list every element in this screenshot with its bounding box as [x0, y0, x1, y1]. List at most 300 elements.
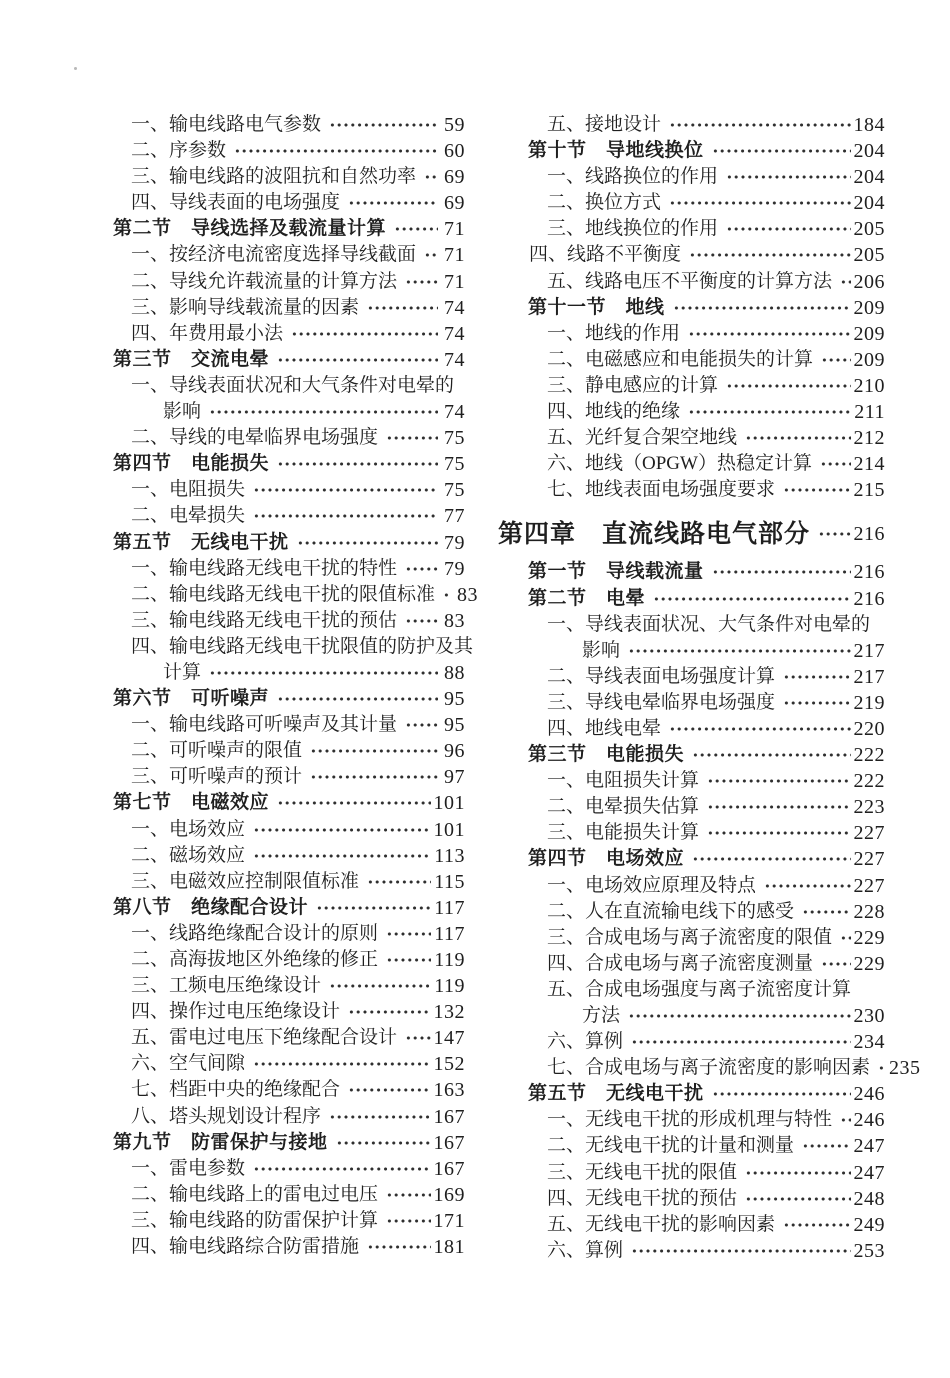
toc-entry-text: 二、序参数 — [131, 140, 227, 162]
dotted-leader — [253, 503, 438, 529]
dotted-leader — [712, 1081, 851, 1107]
dotted-leader — [821, 347, 850, 373]
toc-section-title: 第十节 导地线换位 — [528, 140, 704, 162]
toc-chapter-title: 第四章 直流线路电气部分 — [498, 520, 811, 549]
dotted-leader — [712, 138, 851, 164]
toc-entry-text: 四、无线电干扰的预估 — [547, 1187, 738, 1209]
toc-item-row — [498, 768, 885, 794]
dotted-leader — [424, 242, 438, 268]
dotted-leader — [669, 190, 850, 216]
dotted-leader — [348, 999, 430, 1025]
page-number: 229 — [853, 952, 885, 975]
toc-item-row — [113, 999, 465, 1025]
page-number: 77 — [444, 505, 465, 528]
toc-item-row — [113, 373, 465, 399]
toc-entry-text: 四、年费用最小法 — [131, 322, 284, 344]
toc-item-row — [113, 112, 465, 138]
dotted-leader — [253, 843, 431, 869]
page-number: 205 — [853, 218, 885, 241]
page-number: 205 — [853, 244, 885, 267]
toc-section-title: 第十一节 地线 — [528, 296, 665, 318]
page-number: 74 — [444, 322, 465, 345]
toc-entry-text: 四、导线表面的电场强度 — [131, 192, 341, 214]
page-number: 228 — [853, 900, 885, 923]
page-number: 230 — [853, 1005, 885, 1027]
toc-entry-text: 三、工频电压绝缘设计 — [131, 975, 322, 997]
dotted-leader — [631, 1238, 850, 1264]
toc-section-title: 第五节 无线电干扰 — [113, 531, 289, 553]
toc-entry-text: 二、无线电干扰的计量和测量 — [547, 1135, 795, 1157]
toc-entry-text: 五、合成电场强度与离子流密度计算 — [547, 978, 852, 1000]
page-number: 204 — [853, 166, 885, 189]
toc-section-row — [113, 895, 465, 921]
dotted-leader — [689, 242, 850, 268]
toc-section-row — [113, 790, 465, 816]
page-number: 209 — [853, 322, 885, 345]
toc-entry-text: 五、光纤复合架空地线 — [547, 427, 738, 449]
toc-entry-text: 二、电磁感应和电能损失的计算 — [547, 348, 814, 370]
toc-item-row — [498, 1186, 885, 1212]
toc-item-row — [113, 947, 465, 973]
page-number: 163 — [433, 1079, 465, 1102]
toc-entry-text: 计算 — [163, 661, 202, 683]
dotted-leader — [277, 347, 438, 373]
dotted-leader — [277, 451, 438, 477]
dotted-leader — [405, 556, 438, 582]
page-number: 71 — [444, 244, 465, 267]
toc-item-row — [498, 664, 885, 690]
toc-right-column — [498, 112, 921, 1264]
page-number: 227 — [853, 822, 885, 845]
page-number: 227 — [853, 874, 885, 897]
toc-item-row — [113, 1234, 465, 1260]
toc-entry-text: 三、地线换位的作用 — [547, 218, 719, 240]
dotted-leader — [783, 664, 850, 690]
toc-item-row — [498, 899, 885, 925]
page-number: 60 — [444, 140, 465, 163]
toc-item-row — [498, 269, 885, 295]
toc-section-title: 第二节 导线选择及载流量计算 — [113, 218, 387, 240]
page-number: 247 — [853, 1135, 885, 1158]
dotted-leader — [253, 817, 430, 843]
toc-section-title: 第一节 导线载流量 — [528, 561, 704, 583]
dotted-leader — [386, 1208, 430, 1234]
toc-entry-text: 三、输电线路的防雷保护计算 — [131, 1209, 379, 1231]
toc-item-row — [113, 477, 465, 503]
toc-item-row — [498, 451, 885, 477]
dotted-leader — [386, 921, 431, 947]
toc-item-row — [498, 716, 885, 742]
toc-item-row — [498, 1029, 885, 1055]
page-number: 95 — [444, 714, 465, 737]
page-number: 96 — [444, 740, 465, 763]
toc-item-row — [113, 1104, 465, 1130]
toc-item-row — [498, 216, 885, 242]
dotted-leader — [386, 947, 431, 973]
toc-entry-text: 三、电磁效应控制限值标准 — [131, 870, 360, 892]
dotted-leader — [209, 660, 438, 686]
page-number: 222 — [853, 770, 885, 793]
toc-item-row — [113, 295, 465, 321]
page-number: 212 — [853, 427, 885, 450]
toc-item-row — [498, 873, 885, 899]
dotted-leader — [840, 1107, 850, 1133]
toc-item-row — [113, 738, 465, 764]
dotted-leader — [712, 559, 851, 585]
toc-entry-text: 四、线路不平衡度 — [529, 244, 682, 266]
toc-section-row — [113, 1130, 465, 1156]
page-number: 79 — [444, 531, 465, 554]
page-number: 210 — [853, 374, 885, 397]
toc-item-row — [498, 612, 885, 638]
dotted-leader — [840, 269, 850, 295]
toc-section-title: 第八节 绝缘配合设计 — [113, 896, 309, 918]
dotted-leader — [329, 112, 438, 138]
dotted-leader — [673, 295, 851, 321]
dotted-leader — [277, 790, 430, 816]
toc-entry-text: 一、地线的作用 — [547, 322, 681, 344]
toc-item-row — [498, 925, 885, 951]
toc-entry-text: 四、输电线路无线电干扰限值的防护及其 — [131, 635, 474, 657]
page-number: 206 — [853, 270, 885, 293]
dotted-leader — [329, 973, 431, 999]
page-number: 75 — [444, 427, 465, 450]
toc-entry-text: 二、电晕损失 — [131, 505, 246, 527]
toc-entry-text: 四、地线的绝缘 — [547, 401, 681, 423]
dotted-leader — [802, 1133, 850, 1159]
toc-section-title: 第二节 电晕 — [528, 587, 646, 609]
toc-entry-text: 六、地线（OPGW）热稳定计算 — [547, 453, 812, 475]
toc-entry-text: 三、输电线路无线电干扰的预估 — [131, 609, 398, 631]
toc-entry-text: 三、输电线路的波阻抗和自然功率 — [131, 166, 417, 188]
toc-section-row — [498, 742, 885, 768]
toc-item-row — [113, 242, 465, 268]
page-number: 217 — [853, 665, 885, 688]
toc-section-row — [498, 586, 885, 612]
dotted-leader — [336, 1130, 431, 1156]
page-number: 229 — [853, 926, 885, 949]
page-number: 83 — [457, 583, 479, 606]
page-number: 83 — [444, 609, 465, 632]
toc-item-row — [113, 164, 465, 190]
toc-item-row — [113, 817, 465, 843]
dotted-leader — [688, 321, 850, 347]
toc-item-row — [113, 425, 465, 451]
page-number: 211 — [854, 401, 885, 424]
toc-section-row — [498, 846, 885, 872]
toc-item-row — [113, 921, 465, 947]
page-number: 71 — [444, 218, 465, 241]
dotted-leader — [310, 764, 438, 790]
page-number: 79 — [444, 557, 465, 580]
page-number: 247 — [853, 1161, 885, 1184]
toc-entry-text: 五、雷电过电压下绝缘配合设计 — [131, 1027, 398, 1049]
toc-item-row — [498, 373, 885, 399]
page-number: 219 — [853, 691, 885, 714]
page-number: 217 — [853, 639, 885, 662]
page-number: 214 — [853, 453, 885, 476]
toc-entry-text: 三、无线电干扰的限值 — [547, 1161, 738, 1183]
page-number: 184 — [853, 114, 885, 136]
toc-item-row — [498, 242, 885, 268]
toc-entry-text: 二、可听噪声的限值 — [131, 740, 303, 762]
dotted-leader — [316, 895, 431, 921]
toc-item-row — [113, 843, 465, 869]
toc-entry-text: 一、电阻损失 — [131, 479, 246, 501]
toc-entry-text: 一、导线表面状况和大气条件对电晕的 — [131, 374, 455, 396]
toc-item-row — [113, 190, 465, 216]
toc-entry-text: 八、塔头规划设计程序 — [131, 1105, 322, 1127]
toc-chapter-row — [498, 517, 885, 551]
dotted-leader — [707, 768, 850, 794]
toc-entry-text: 四、合成电场与离子流密度测量 — [547, 952, 814, 974]
toc-item-row — [498, 190, 885, 216]
dotted-leader — [367, 295, 438, 321]
toc-entry-text: 三、导线电晕临界电场强度 — [547, 691, 776, 713]
page-number: 248 — [853, 1187, 885, 1210]
toc-item-row — [113, 321, 465, 347]
dotted-leader — [745, 1160, 850, 1186]
page-number: 101 — [433, 792, 465, 815]
toc-entry-text: 七、合成电场与离子流密度的影响因素 — [547, 1057, 871, 1079]
toc-item-row — [498, 794, 885, 820]
page-number: 167 — [433, 1157, 465, 1180]
page-number: 246 — [853, 1109, 885, 1132]
toc-section-title: 第三节 电能损失 — [528, 744, 685, 766]
toc-item-row — [113, 764, 465, 790]
toc-item-row — [498, 399, 885, 425]
toc-item-row — [113, 582, 479, 608]
page-number: 220 — [853, 717, 885, 740]
toc-entry-text: 一、线路换位的作用 — [547, 166, 719, 188]
toc-entry-text: 一、电阻损失计算 — [547, 770, 700, 792]
toc-entry-text: 一、输电线路可听噪声及其计量 — [131, 714, 398, 736]
dotted-leader — [653, 586, 850, 612]
page-number: 215 — [853, 479, 885, 502]
dotted-leader — [669, 716, 850, 742]
page-number: 152 — [433, 1053, 465, 1076]
toc-section-row — [113, 347, 465, 373]
toc-left-column — [113, 112, 479, 1260]
toc-entry-text: 一、电场效应 — [131, 818, 246, 840]
dotted-leader — [348, 1077, 430, 1103]
toc-entry-text: 五、无线电干扰的影响因素 — [547, 1213, 776, 1235]
page-number: 71 — [444, 270, 465, 293]
dotted-leader — [329, 1104, 430, 1130]
dotted-leader — [310, 738, 438, 764]
page-number: 88 — [444, 661, 465, 684]
toc-entry-text: 一、按经济电流密度选择导线截面 — [131, 244, 417, 266]
toc-item-row — [498, 1160, 885, 1186]
dotted-leader — [394, 216, 438, 242]
toc-entry-text: 七、地线表面电场强度要求 — [547, 479, 776, 501]
page-number: 95 — [444, 688, 465, 711]
dotted-leader — [443, 582, 451, 608]
dotted-leader — [367, 869, 431, 895]
page-number: 74 — [444, 296, 465, 319]
page-number: 74 — [444, 348, 465, 371]
toc-section-row — [113, 686, 465, 712]
toc-item-row — [498, 1055, 921, 1081]
page-number: 204 — [853, 140, 885, 163]
dotted-leader — [802, 899, 850, 925]
page-number: 253 — [853, 1239, 885, 1262]
toc-entry-text: 二、导线表面电场强度计算 — [547, 665, 776, 687]
toc-entry-text: 三、影响导线载流量的因素 — [131, 296, 360, 318]
toc-entry-text: 一、线路绝缘配合设计的原则 — [131, 922, 379, 944]
toc-section-title: 第三节 交流电晕 — [113, 348, 270, 370]
dotted-leader — [628, 1003, 850, 1029]
toc-item-row — [113, 1208, 465, 1234]
page-number: 167 — [433, 1131, 465, 1154]
dotted-leader — [726, 164, 850, 190]
page-number: 227 — [853, 848, 885, 871]
dotted-leader — [367, 1234, 430, 1260]
page-number: 235 — [889, 1057, 921, 1080]
page-number: 167 — [433, 1105, 465, 1128]
toc-item-row — [113, 503, 465, 529]
dotted-leader — [348, 190, 438, 216]
dotted-leader — [253, 1156, 430, 1182]
toc-entry-text: 一、电场效应原理及特点 — [547, 874, 757, 896]
dotted-leader — [424, 164, 438, 190]
toc-entry-text: 一、输电线路无线电干扰的特性 — [131, 557, 398, 579]
toc-section-row — [113, 451, 465, 477]
toc-continuation-row — [113, 660, 465, 686]
page-number: 119 — [434, 975, 465, 998]
toc-item-row — [113, 1156, 465, 1182]
page-number: 101 — [433, 818, 465, 841]
page-number: 117 — [434, 896, 465, 919]
toc-entry-text: 五、接地设计 — [547, 114, 662, 135]
toc-entry-text: 二、高海拔地区外绝缘的修正 — [131, 949, 379, 970]
toc-item-row — [498, 690, 885, 716]
dotted-leader — [405, 1025, 430, 1051]
dotted-leader — [209, 399, 438, 425]
dotted-leader — [745, 1186, 850, 1212]
toc-entry-text: 四、地线电晕 — [547, 717, 662, 739]
toc-section-row — [498, 295, 885, 321]
toc-entry-text: 七、档距中央的绝缘配合 — [131, 1079, 341, 1101]
dotted-leader — [745, 425, 850, 451]
dotted-leader — [783, 477, 850, 503]
page-number: 216 — [853, 523, 885, 546]
toc-item-row — [113, 138, 465, 164]
toc-entry-text: 一、雷电参数 — [131, 1157, 246, 1179]
dotted-leader — [783, 690, 850, 716]
toc-entry-text: 二、输电线路无线电干扰的限值标准 — [131, 583, 436, 605]
toc-entry-text: 三、静电感应的计算 — [547, 374, 719, 396]
dotted-leader — [688, 399, 851, 425]
toc-item-row — [498, 977, 885, 1003]
toc-item-row — [498, 112, 885, 138]
toc-item-row — [113, 608, 465, 634]
page-number: 59 — [444, 114, 465, 136]
dotted-leader — [726, 373, 850, 399]
toc-entry-text: 一、导线表面状况、大气条件对电晕的 — [547, 613, 871, 635]
dotted-leader — [386, 1182, 430, 1208]
page-number: 115 — [434, 870, 465, 893]
toc-section-title: 第六节 可听噪声 — [113, 688, 270, 710]
page-number: 132 — [433, 1001, 465, 1024]
toc-entry-text: 四、操作过电压绝缘设计 — [131, 1001, 341, 1023]
toc-section-row — [113, 530, 465, 556]
page-number: 204 — [853, 192, 885, 215]
page-number: 209 — [853, 348, 885, 371]
toc-item-row — [113, 973, 465, 999]
toc-item-row — [113, 634, 474, 660]
scan-speck — [74, 67, 77, 70]
dotted-leader — [840, 925, 850, 951]
toc-section-row — [498, 138, 885, 164]
toc-item-row — [498, 1107, 885, 1133]
page-number: 249 — [853, 1213, 885, 1236]
dotted-leader — [783, 1212, 850, 1238]
toc-entry-text: 三、合成电场与离子流密度的限值 — [547, 926, 833, 948]
dotted-leader — [631, 1029, 850, 1055]
toc-entry-text: 二、输电线路上的雷电过电压 — [131, 1183, 379, 1205]
page-number: 181 — [433, 1236, 465, 1259]
dotted-leader — [764, 873, 850, 899]
page-number: 246 — [853, 1083, 885, 1106]
dotted-leader — [234, 138, 438, 164]
toc-entry-text: 二、电晕损失估算 — [547, 796, 700, 818]
toc-section-row — [498, 559, 885, 585]
toc-entry-text: 六、空气间隙 — [131, 1053, 246, 1075]
toc-item-row — [498, 820, 885, 846]
dotted-leader — [405, 608, 438, 634]
toc-item-row — [113, 269, 465, 295]
dotted-leader — [628, 638, 850, 664]
toc-section-title: 第七节 电磁效应 — [113, 792, 270, 814]
toc-entry-text: 方法 — [582, 1005, 621, 1026]
toc-entry-text: 四、输电线路综合防雷措施 — [131, 1236, 360, 1258]
dotted-leader — [405, 712, 438, 738]
dotted-leader — [821, 951, 850, 977]
toc-entry-text: 二、人在直流输电线下的感受 — [547, 900, 795, 922]
dotted-leader — [818, 517, 850, 551]
page-number: 223 — [853, 796, 885, 819]
toc-item-row — [498, 1238, 885, 1264]
page-number: 222 — [853, 744, 885, 767]
toc-item-row — [498, 347, 885, 373]
page-number: 147 — [433, 1027, 465, 1050]
toc-section-title: 第四节 电场效应 — [528, 848, 685, 870]
dotted-leader — [692, 742, 850, 768]
toc-entry-text: 六、算例 — [547, 1239, 624, 1261]
toc-entry-text: 五、线路电压不平衡度的计算方法 — [547, 270, 833, 292]
toc-entry-text: 二、导线的电晕临界电场强度 — [131, 427, 379, 449]
dotted-leader — [692, 846, 850, 872]
toc-entry-text: 一、输电线路电气参数 — [131, 114, 322, 135]
toc-continuation-row — [498, 1003, 885, 1029]
page-number: 234 — [853, 1031, 885, 1054]
page-number: 209 — [853, 296, 885, 319]
toc-entry-text: 二、磁场效应 — [131, 844, 246, 866]
page-number: 216 — [853, 561, 885, 584]
toc-section-title: 第四节 电能损失 — [113, 453, 270, 475]
toc-item-row — [498, 164, 885, 190]
toc-item-row — [113, 556, 465, 582]
page-number: 169 — [433, 1183, 465, 1206]
toc-section-title: 第九节 防雷保护与接地 — [113, 1131, 328, 1153]
page-number: 117 — [434, 922, 465, 945]
toc-item-row — [498, 477, 885, 503]
toc-entry-text: 三、电能损失计算 — [547, 822, 700, 844]
toc-continuation-row — [113, 399, 465, 425]
toc-item-row — [113, 1077, 465, 1103]
toc-item-row — [498, 1212, 885, 1238]
